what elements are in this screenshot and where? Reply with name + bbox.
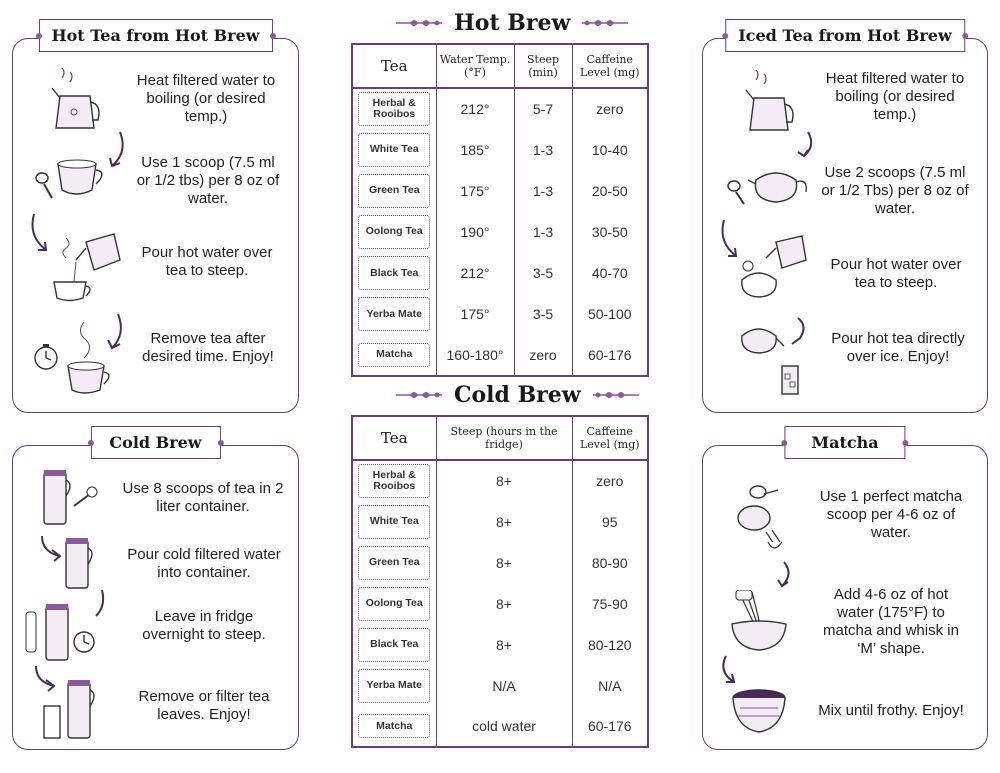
table-cell: zero [572,460,648,501]
tea-name-tag: Herbal & Rooibos [358,464,430,498]
matcha-step-3: Mix until frothy. Enjoy! [818,702,964,719]
fridge-pitcher-timer-icon [22,602,100,664]
table-row [352,88,648,129]
table-cell: N/A [436,665,572,706]
table-cell: N/A [572,665,648,706]
glasses-and-pitcher-icon [40,676,100,742]
table-cell: 1-3 [514,170,572,211]
tea-name-tag: Yerba Mate [358,297,430,331]
cold-brew-heading-text: Cold Brew [454,382,581,408]
table-cell: 8+ [436,460,572,501]
tea-name-cell [352,294,436,335]
hot-tea-step-3: Pour hot water over tea to steep. [141,244,273,279]
table-cell: 80-90 [572,542,648,583]
table-cell: 8+ [436,501,572,542]
table-cell: 8+ [436,542,572,583]
matcha-step-1: Use 1 perfect matcha scoop per 4-6 oz of water. [819,488,963,541]
tea-name-tag: Green Tea [358,546,430,580]
table-cell: 75-90 [572,583,648,624]
table-row [352,501,648,542]
cold-brew-panel-title: Cold Brew [90,426,220,459]
table-cell: 3-5 [514,294,572,335]
whisking-bowl-icon [728,590,790,652]
table-row [352,583,648,624]
table-cell: 50-100 [572,294,648,335]
pitcher-icon [36,466,102,528]
table-cell: 190° [436,211,514,252]
cold-col-steep: Steep (hours in the fridge) [436,416,572,460]
table-row [352,624,648,665]
tea-name-tag: Black Tea [358,256,430,290]
table-row [352,294,648,335]
tea-name-tag: Black Tea [358,628,430,662]
table-row [352,665,648,706]
teapot-with-spoon-icon [722,160,812,210]
iced-tea-step-1: Heat filtered water to boiling (or desired temp.) [825,70,965,123]
cold-col-tea: Tea [352,416,436,460]
cold-brew-step-3: Leave in fridge overnight to steep. [142,608,266,643]
table-row [352,335,648,376]
hot-col-steep: Steep (min) [514,44,572,88]
pitcher-icon [60,534,100,592]
table-cell: 1-3 [514,211,572,252]
matcha-bowl-and-whisk-icon [732,482,784,556]
table-row [352,129,648,170]
table-row [352,253,648,294]
tea-name-cell [352,460,436,501]
kettle-icon [744,70,800,136]
matcha-step-2: Add 4-6 oz of hot water (175°F) to matcha and whisk in ‘M’ shape. [823,586,959,657]
tea-name-tag: Green Tea [358,174,430,208]
tea-name-cell [352,583,436,624]
tea-name-cell [352,211,436,252]
arrow-icon [718,654,742,686]
arrow-icon [776,560,794,590]
hot-col-temp: Water Temp. (°F) [436,44,514,88]
hot-col-tea: Tea [352,44,436,88]
table-cell: 212° [436,253,514,294]
table-cell: 10-40 [572,129,648,170]
table-row [352,170,648,211]
cold-col-caffeine: Caffeine Level (mg) [572,416,648,460]
tea-name-cell [352,253,436,294]
tea-name-cell [352,706,436,747]
teapot-and-glass-icon [736,316,812,398]
hot-brew-table [351,43,649,377]
pouring-kettle-icon [736,232,812,302]
tea-name-tag: White Tea [358,133,430,167]
table-row [352,460,648,501]
table-cell: cold water [436,706,572,747]
tea-name-cell [352,129,436,170]
table-cell: 30-50 [572,211,648,252]
tea-name-tag: Oolong Tea [358,215,430,249]
table-cell: 20-50 [572,170,648,211]
pouring-kettle-icon [46,228,126,304]
kettle-icon [50,68,106,134]
table-cell: 1-3 [514,129,572,170]
matcha-title: Matcha [784,426,905,459]
hot-brew-table-body [352,88,648,376]
tea-name-tag: Matcha [358,714,430,738]
sprig-ornament-icon [580,16,628,30]
table-row [352,211,648,252]
tea-name-tag: Herbal & Rooibos [358,92,430,126]
frothy-matcha-bowl-icon [730,686,788,736]
hot-col-caffeine: Caffeine Level (mg) [572,44,648,88]
cold-brew-step-1: Use 8 scoops of tea in 2 liter container. [122,480,284,515]
cold-brew-step-2: Pour cold filtered water into container. [127,546,281,581]
table-row [352,706,648,747]
table-cell: 3-5 [514,253,572,294]
table-cell: 175° [436,170,514,211]
table-cell: 185° [436,129,514,170]
hot-tea-step-1: Heat filtered water to boiling (or desired temp.) [136,72,276,125]
table-cell: 8+ [436,624,572,665]
iced-tea-step-3: Pour hot water over tea to steep. [830,256,962,291]
table-cell: zero [572,88,648,129]
table-cell: 80-120 [572,624,648,665]
sprig-ornament-icon [396,16,444,30]
arrow-icon [794,130,818,162]
sprig-ornament-icon [396,388,444,402]
tea-name-tag: Oolong Tea [358,587,430,621]
tea-name-tag: Matcha [358,343,430,367]
table-cell: zero [514,335,572,376]
table-row [352,542,648,583]
hot-tea-step-4: Remove tea after desired time. Enjoy! [142,330,274,365]
table-cell: 5-7 [514,88,572,129]
table-cell: 160-180° [436,335,514,376]
tea-name-cell [352,501,436,542]
iced-tea-step-2: Use 2 scoops (7.5 ml or 1/2 Tbs) per 8 oz of water. [821,164,969,217]
cold-brew-step-4: Remove or filter tea leaves. Enjoy! [138,688,270,723]
tea-name-tag: Yerba Mate [358,669,430,703]
table-cell: 95 [572,501,648,542]
iced-tea-step-4: Pour hot tea directly over ice. Enjoy! [831,330,965,365]
table-cell: 212° [436,88,514,129]
tea-name-cell [352,542,436,583]
sprig-ornament-icon [591,388,639,402]
tea-name-cell [352,170,436,211]
table-cell: 40-70 [572,253,648,294]
iced-tea-title: Iced Tea from Hot Brew [725,19,965,52]
tea-name-cell [352,624,436,665]
table-cell: 60-176 [572,335,648,376]
tea-name-tag: White Tea [358,505,430,539]
cup-with-spoon-icon [30,150,112,206]
timer-and-cup-icon [32,318,116,396]
cold-brew-table-body [352,460,648,747]
hot-brew-heading [396,10,628,36]
hot-tea-title: Hot Tea from Hot Brew [38,19,272,52]
cold-brew-heading [396,382,639,408]
table-cell: 60-176 [572,706,648,747]
tea-name-cell [352,335,436,376]
hot-tea-step-2: Use 1 scoop (7.5 ml or 1/2 tbs) per 8 oz of water. [136,154,280,207]
tea-name-cell [352,88,436,129]
table-cell: 8+ [436,583,572,624]
table-cell: 175° [436,294,514,335]
cold-brew-table [351,415,649,748]
tea-name-cell [352,665,436,706]
hot-brew-heading-text: Hot Brew [454,10,571,36]
